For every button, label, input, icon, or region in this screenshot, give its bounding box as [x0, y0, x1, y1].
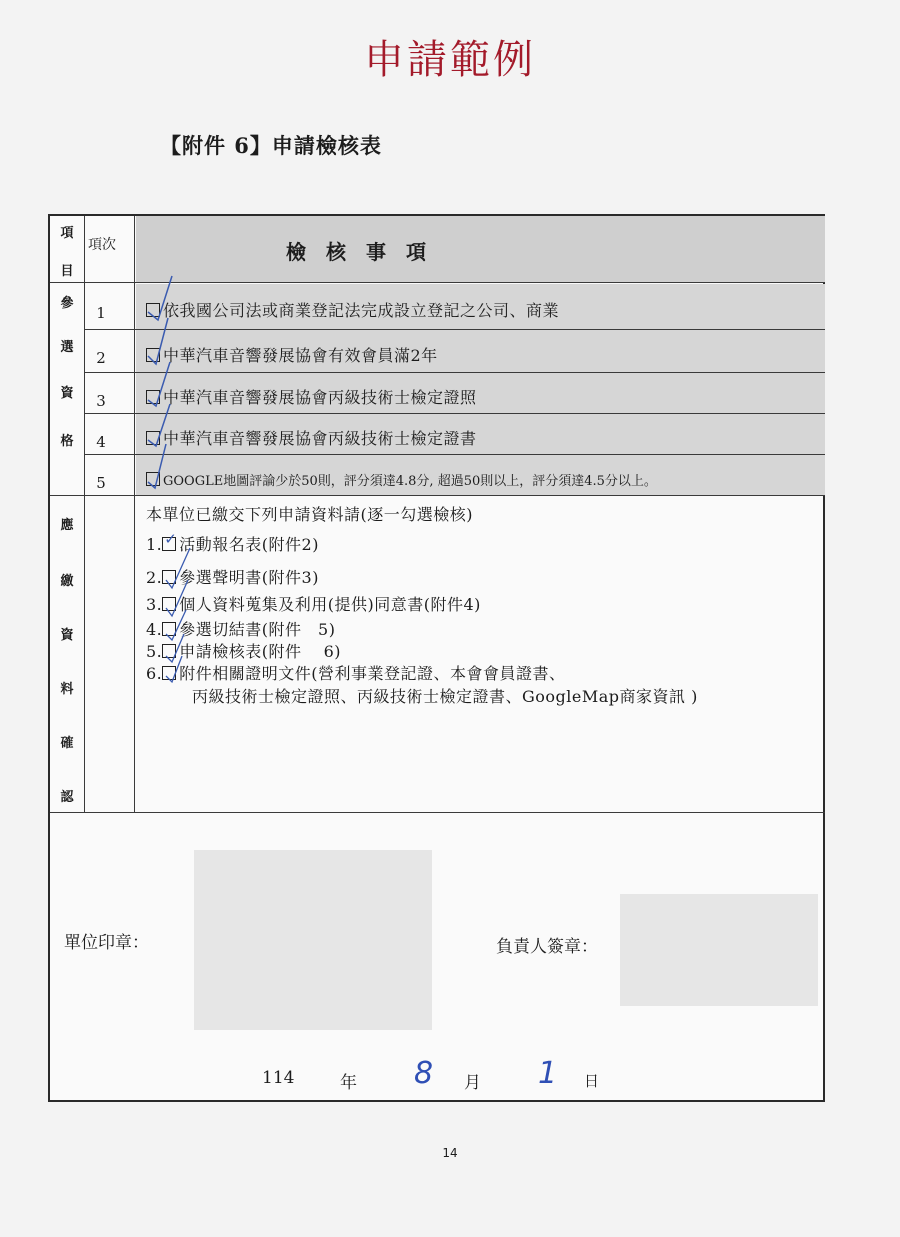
section1-label-char: 格: [60, 434, 74, 449]
doc-text: 個人資料蒐集及利用(提供)同意書(附件4): [179, 595, 481, 614]
grid-line: [50, 495, 825, 496]
checkbox-checked[interactable]: [162, 666, 176, 680]
section2-label-char: 確: [60, 736, 74, 751]
header-check-items: 檢 核 事 項: [286, 240, 426, 264]
qualification-row[interactable]: [146, 343, 438, 366]
document-item[interactable]: [146, 532, 319, 555]
row-number: 5: [96, 474, 106, 492]
doc-text: 附件相關證明文件(營利事業登記證、本會會員證書、: [179, 664, 566, 683]
checkbox-checked[interactable]: [162, 644, 176, 658]
row-number: 2: [96, 349, 106, 367]
header-shade: [136, 216, 825, 282]
qualification-row[interactable]: [146, 298, 559, 321]
section2-label-char: 資: [60, 628, 74, 643]
document-item[interactable]: [146, 661, 566, 684]
date-month-handwritten: 8: [414, 1056, 434, 1091]
date-year-unit: 年: [340, 1073, 357, 1093]
doc-text: 申請檢核表(附件 6): [179, 642, 342, 661]
section1-label-char: 參: [60, 296, 74, 311]
grid-line: [84, 372, 825, 373]
unit-seal-redacted: [194, 850, 432, 1030]
row-number: 3: [96, 392, 106, 410]
grid-line: [50, 282, 825, 283]
checkbox-checked[interactable]: [162, 530, 178, 551]
unit-seal-label: 單位印章：: [64, 933, 149, 953]
checklist-form: [48, 214, 825, 1102]
checkbox-checked[interactable]: [146, 431, 160, 445]
section2-label-char: 繳: [60, 574, 74, 589]
row-text: 中華汽車音響發展協會有效會員滿2年: [163, 346, 438, 365]
date-year: 114: [262, 1068, 295, 1088]
grid-line: [84, 413, 825, 414]
row-number: 4: [96, 433, 106, 451]
row-number: 1: [96, 304, 106, 322]
doc-text: 參選切結書(附件 5): [179, 620, 336, 639]
doc-number: 4.: [146, 620, 163, 639]
header-item-char: 目: [60, 264, 74, 279]
checkbox-checked[interactable]: [146, 348, 160, 362]
checkbox-checked[interactable]: [146, 303, 160, 317]
grid-line: [84, 329, 825, 330]
checkbox-checked[interactable]: [146, 390, 160, 404]
qualification-row[interactable]: [146, 426, 477, 449]
qualification-row[interactable]: [146, 385, 477, 408]
page-banner-title: 申請範例: [364, 37, 536, 83]
document-item[interactable]: [146, 565, 319, 588]
docs-intro: 本單位已繳交下列申請資料請(逐一勾選檢核): [146, 505, 473, 524]
section2-label-char: 應: [60, 518, 74, 533]
checkbox-checked[interactable]: [162, 622, 176, 636]
qualification-row[interactable]: [146, 470, 657, 489]
section1-label-char: 選: [60, 340, 74, 355]
doc-number: 3.: [146, 595, 163, 614]
owner-sign-redacted: [620, 894, 818, 1006]
doc-text: 參選聲明書(附件3): [179, 568, 319, 587]
grid-line: [134, 216, 135, 812]
doc-number: 2.: [146, 568, 163, 587]
document-item[interactable]: [146, 617, 335, 640]
section1-label-char: 資: [60, 386, 74, 401]
grid-line: [50, 812, 825, 813]
section2-label-char: 料: [60, 682, 74, 697]
document-title: 【附件 6】申請檢核表: [160, 133, 382, 158]
row-text: 依我國公司法或商業登記法完成設立登記之公司、商業: [163, 301, 560, 320]
check-mark-icon: ✓: [164, 530, 178, 548]
checkbox-checked[interactable]: [162, 597, 176, 611]
document-item-continued: 丙級技術士檢定證照、丙級技術士檢定證書、GoogleMap商家資訊 ): [192, 687, 698, 706]
date-day-unit: 日: [584, 1072, 600, 1090]
header-item-char: 項: [60, 226, 74, 241]
document-item[interactable]: [146, 592, 481, 615]
grid-line: [84, 454, 825, 455]
header-item-no: 項次: [88, 237, 116, 253]
doc-number: 1.: [146, 535, 163, 554]
checkbox-checked[interactable]: [162, 570, 176, 584]
owner-sign-label: 負責人簽章：: [496, 937, 598, 957]
doc-number: 5.: [146, 642, 163, 661]
document-item[interactable]: [146, 639, 341, 662]
page-number: 14: [442, 1146, 458, 1160]
row-text: 中華汽車音響發展協會丙級技術士檢定證照: [163, 388, 477, 407]
checkbox-checked[interactable]: [146, 472, 160, 486]
row-text: GOOGLE地圖評論少於50則，評分須達4.8分, 超過50則以上，評分須達4.5分以上。: [163, 474, 657, 489]
date-month-unit: 月: [464, 1073, 481, 1093]
doc-text: 活動報名表(附件2): [179, 535, 319, 554]
row-text: 中華汽車音響發展協會丙級技術士檢定證書: [163, 429, 477, 448]
doc-number: 6.: [146, 664, 163, 683]
grid-line: [84, 216, 85, 812]
date-day-handwritten: 1: [538, 1056, 558, 1091]
section2-label-char: 認: [60, 790, 74, 805]
